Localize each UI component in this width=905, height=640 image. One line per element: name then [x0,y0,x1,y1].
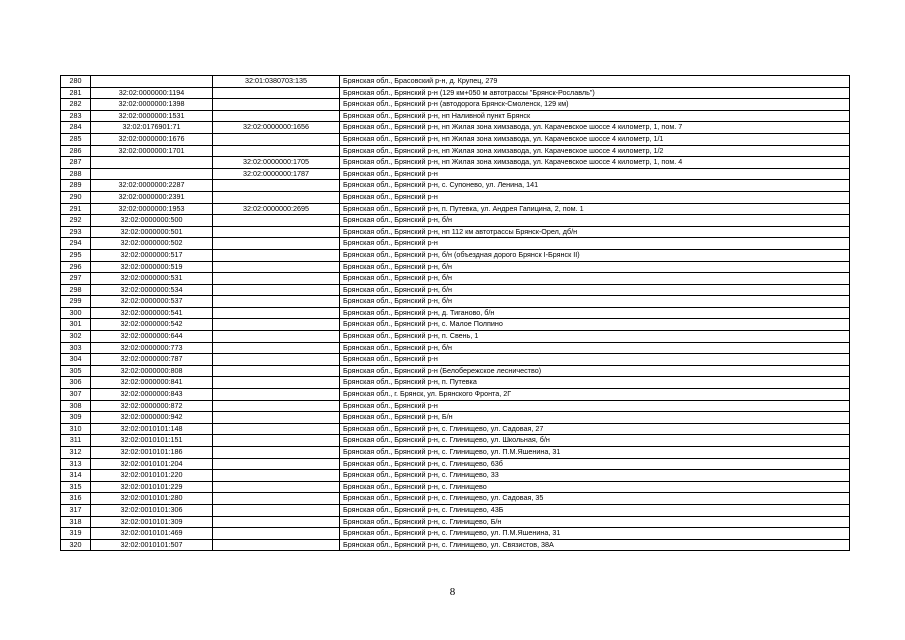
related-cadastral-cell [213,342,340,354]
related-cadastral-cell [213,133,340,145]
table-row [61,481,850,493]
related-cadastral-cell [213,215,340,227]
row-number: 304 [61,354,91,366]
cadastral-number-cell [91,76,213,88]
address-cell: Брянская обл., Брянский р-н, с. Глинищево, ул. Садовая, 35 [340,493,850,505]
address-cell: Брянская обл., Брянский р-н, нп Жилая зона химзавода, ул. Карачевское шоссе 4 километр, 1/1 [340,133,850,145]
row-number: 313 [61,458,91,470]
related-cadastral-cell [213,238,340,250]
table-row [61,342,850,354]
row-number: 298 [61,284,91,296]
address-cell: Брянская обл., Брянский р-н (Белобережское лесничество) [340,365,850,377]
table-row [61,354,850,366]
address-cell: Брянская обл., Брянский р-н [340,191,850,203]
related-cadastral-cell [213,284,340,296]
cadastral-number-cell: 32:02:0000000:537 [91,296,213,308]
cadastral-number-cell: 32:02:0010101:306 [91,504,213,516]
row-number: 289 [61,180,91,192]
table-row [61,400,850,412]
row-number: 281 [61,87,91,99]
row-number: 308 [61,400,91,412]
cadastral-number-cell: 32:02:0000000:872 [91,400,213,412]
cadastral-number-cell: 32:02:0000000:1398 [91,99,213,111]
address-cell: Брянская обл., Брянский р-н, с. Глинищево, 33 [340,470,850,482]
cadastral-number-cell: 32:02:0000000:787 [91,354,213,366]
cadastral-number-cell: 32:02:0000000:1953 [91,203,213,215]
related-cadastral-cell [213,458,340,470]
table-row [61,470,850,482]
related-cadastral-cell [213,470,340,482]
table-row [61,319,850,331]
cadastral-number-cell: 32:02:0000000:843 [91,389,213,401]
address-cell: Брянская обл., Брянский р-н, п. Путевка [340,377,850,389]
table-row [61,296,850,308]
address-cell: Брянская обл., Брасовский р-н, д. Крупец, 279 [340,76,850,88]
address-cell: Брянская обл., Брянский р-н, б/н [340,284,850,296]
address-cell: Брянская обл., Брянский р-н, нп Жилая зона химзавода, ул. Карачевское шоссе 4 километр, 1, пом. 7 [340,122,850,134]
row-number: 291 [61,203,91,215]
cadastral-number-cell: 32:02:0000000:542 [91,319,213,331]
address-cell: Брянская обл., Брянский р-н, б/н [340,273,850,285]
table-row [61,493,850,505]
related-cadastral-cell [213,319,340,331]
address-cell: Брянская обл., Брянский р-н, с. Глинищево, ул. П.М.Яшенина, 31 [340,528,850,540]
cadastral-number-cell: 32:02:0010101:309 [91,516,213,528]
address-cell: Брянская обл., Брянский р-н, п. Свень, 1 [340,331,850,343]
cadastral-number-cell: 32:02:0010101:220 [91,470,213,482]
cadastral-number-cell: 32:02:0000000:531 [91,273,213,285]
address-cell: Брянская обл., Брянский р-н, д. Тиганово, б/н [340,307,850,319]
row-number: 300 [61,307,91,319]
address-cell: Брянская обл., г. Брянск, ул. Брянского Фронта, 2Г [340,389,850,401]
related-cadastral-cell [213,435,340,447]
table-row [61,168,850,180]
table-row [61,331,850,343]
address-cell: Брянская обл., Брянский р-н, нп Жилая зона химзавода, ул. Карачевское шоссе 4 километр, 1, пом. 4 [340,157,850,169]
cadastral-number-cell: 32:02:0000000:500 [91,215,213,227]
address-cell: Брянская обл., Брянский р-н [340,168,850,180]
cadastral-number-cell: 32:02:0000000:808 [91,365,213,377]
cadastral-number-cell: 32:02:0000000:2391 [91,191,213,203]
table-row [61,284,850,296]
related-cadastral-cell [213,377,340,389]
row-number: 285 [61,133,91,145]
address-cell: Брянская обл., Брянский р-н [340,400,850,412]
table-row [61,249,850,261]
address-cell: Брянская обл., Брянский р-н, б/н [340,342,850,354]
related-cadastral-cell [213,528,340,540]
address-cell: Брянская обл., Брянский р-н, с. Глинищево, Б/н [340,516,850,528]
table-row [61,539,850,551]
related-cadastral-cell [213,354,340,366]
row-number: 288 [61,168,91,180]
address-cell: Брянская обл., Брянский р-н, нп Наливной пункт Брянск [340,110,850,122]
table-row [61,447,850,459]
cadastral-number-cell [91,157,213,169]
page-number: 8 [449,586,456,598]
address-cell: Брянская обл., Брянский р-н, с. Глинищево, ул. Школьная, б/н [340,435,850,447]
cadastral-number-cell: 32:02:0000000:517 [91,249,213,261]
address-cell: Брянская обл., Брянский р-н, с. Глинищево, 63б [340,458,850,470]
row-number: 301 [61,319,91,331]
cadastral-number-cell: 32:02:0000000:1676 [91,133,213,145]
address-cell: Брянская обл., Брянский р-н, с. Глинищево, ул. Садовая, 27 [340,423,850,435]
table-row [61,273,850,285]
table-row [61,435,850,447]
row-number: 305 [61,365,91,377]
related-cadastral-cell [213,412,340,424]
address-cell: Брянская обл., Брянский р-н, б/н (объездная дорого Брянск I-Брянск II) [340,249,850,261]
row-number: 316 [61,493,91,505]
cadastral-number-cell: 32:02:0010101:507 [91,539,213,551]
table-row [61,191,850,203]
table-row [61,99,850,111]
address-cell: Брянская обл., Брянский р-н [340,238,850,250]
address-cell: Брянская обл., Брянский р-н [340,354,850,366]
related-cadastral-cell: 32:02:0000000:2695 [213,203,340,215]
cadastral-number-cell: 32:02:0010101:186 [91,447,213,459]
table-row [61,377,850,389]
related-cadastral-cell [213,423,340,435]
address-cell: Брянская обл., Брянский р-н, б/н [340,261,850,273]
related-cadastral-cell [213,365,340,377]
address-cell: Брянская обл., Брянский р-н, с. Супонево, ул. Ленина, 141 [340,180,850,192]
related-cadastral-cell: 32:02:0000000:1656 [213,122,340,134]
row-number: 306 [61,377,91,389]
row-number: 290 [61,191,91,203]
related-cadastral-cell: 32:02:0000000:1705 [213,157,340,169]
row-number: 296 [61,261,91,273]
address-cell: Брянская обл., Брянский р-н, б/н [340,215,850,227]
cadastral-number-cell: 32:02:0000000:519 [91,261,213,273]
row-number: 318 [61,516,91,528]
table-row [61,365,850,377]
row-number: 283 [61,110,91,122]
related-cadastral-cell [213,99,340,111]
address-cell: Брянская обл., Брянский р-н, с. Глинищево [340,481,850,493]
table-row [61,87,850,99]
cadastral-number-cell: 32:02:0010101:148 [91,423,213,435]
related-cadastral-cell [213,493,340,505]
cadastral-number-cell: 32:02:0010101:280 [91,493,213,505]
row-number: 282 [61,99,91,111]
address-cell: Брянская обл., Брянский р-н, п. Путевка, ул. Андрея Гапицина, 2, пом. 1 [340,203,850,215]
related-cadastral-cell [213,261,340,273]
address-cell: Брянская обл., Брянский р-н, б/н [340,296,850,308]
table-row [61,110,850,122]
address-cell: Брянская обл., Брянский р-н, нп Жилая зона химзавода, ул. Карачевское шоссе 4 километр, 1/2 [340,145,850,157]
table-row [61,226,850,238]
address-cell: Брянская обл., Брянский р-н, с. Глинищево, 43Б [340,504,850,516]
row-number: 299 [61,296,91,308]
cadastral-table [60,75,850,551]
row-number: 311 [61,435,91,447]
cadastral-number-cell: 32:02:0000000:773 [91,342,213,354]
table-row [61,504,850,516]
table-row [61,261,850,273]
row-number: 307 [61,389,91,401]
related-cadastral-cell [213,180,340,192]
row-number: 312 [61,447,91,459]
related-cadastral-cell [213,539,340,551]
row-number: 297 [61,273,91,285]
row-number: 295 [61,249,91,261]
address-cell: Брянская обл., Брянский р-н, с. Малое Полпино [340,319,850,331]
row-number: 303 [61,342,91,354]
related-cadastral-cell [213,191,340,203]
related-cadastral-cell [213,504,340,516]
table-row [61,238,850,250]
cadastral-number-cell: 32:02:0010101:204 [91,458,213,470]
related-cadastral-cell [213,273,340,285]
related-cadastral-cell [213,145,340,157]
table-row [61,145,850,157]
cadastral-number-cell: 32:02:0000000:841 [91,377,213,389]
address-cell: Брянская обл., Брянский р-н, Б/н [340,412,850,424]
cadastral-number-cell: 32:02:0010101:151 [91,435,213,447]
row-number: 310 [61,423,91,435]
table-row [61,215,850,227]
related-cadastral-cell [213,87,340,99]
cadastral-number-cell: 32:02:0000000:501 [91,226,213,238]
row-number: 284 [61,122,91,134]
address-cell: Брянская обл., Брянский р-н, нп 112 км автотрассы Брянск-Орел, дб/н [340,226,850,238]
related-cadastral-cell: 32:02:0000000:1787 [213,168,340,180]
related-cadastral-cell [213,226,340,238]
cadastral-number-cell: 32:02:0000000:2287 [91,180,213,192]
related-cadastral-cell [213,307,340,319]
table-row [61,203,850,215]
cadastral-number-cell: 32:02:0000000:942 [91,412,213,424]
table-row [61,412,850,424]
table-row [61,389,850,401]
cadastral-number-cell: 32:02:0000000:1194 [91,87,213,99]
related-cadastral-cell [213,516,340,528]
table-row [61,423,850,435]
related-cadastral-cell: 32:01:0380703:135 [213,76,340,88]
row-number: 315 [61,481,91,493]
cadastral-number-cell: 32:02:0000000:644 [91,331,213,343]
address-cell: Брянская обл., Брянский р-н (129 км+050 м автотрассы "Брянск-Рославль") [340,87,850,99]
cadastral-number-cell: 32:02:0000000:1531 [91,110,213,122]
table-row [61,76,850,88]
cadastral-number-cell: 32:02:0010101:229 [91,481,213,493]
table-row [61,157,850,169]
cadastral-number-cell: 32:02:0000000:541 [91,307,213,319]
address-cell: Брянская обл., Брянский р-н, с. Глинищево, ул. П.М.Яшенина, 31 [340,447,850,459]
related-cadastral-cell [213,400,340,412]
row-number: 317 [61,504,91,516]
row-number: 314 [61,470,91,482]
row-number: 309 [61,412,91,424]
row-number: 292 [61,215,91,227]
row-number: 280 [61,76,91,88]
row-number: 286 [61,145,91,157]
table-row [61,307,850,319]
row-number: 293 [61,226,91,238]
table-row [61,133,850,145]
cadastral-number-cell: 32:02:0000000:534 [91,284,213,296]
table-body [61,76,850,551]
related-cadastral-cell [213,110,340,122]
related-cadastral-cell [213,447,340,459]
row-number: 302 [61,331,91,343]
table-row [61,516,850,528]
cadastral-number-cell: 32:02:0000000:502 [91,238,213,250]
cadastral-number-cell [91,168,213,180]
related-cadastral-cell [213,481,340,493]
table-row [61,180,850,192]
table-row [61,528,850,540]
table-row [61,122,850,134]
cadastral-number-cell: 32:02:0176901:71 [91,122,213,134]
row-number: 287 [61,157,91,169]
address-cell: Брянская обл., Брянский р-н (автодорога Брянск-Смоленск, 129 км) [340,99,850,111]
table-row [61,458,850,470]
cadastral-number-cell: 32:02:0000000:1701 [91,145,213,157]
row-number: 294 [61,238,91,250]
related-cadastral-cell [213,249,340,261]
row-number: 319 [61,528,91,540]
related-cadastral-cell [213,296,340,308]
cadastral-number-cell: 32:02:0010101:469 [91,528,213,540]
related-cadastral-cell [213,389,340,401]
address-cell: Брянская обл., Брянский р-н, с. Глинищево, ул. Связистов, 38А [340,539,850,551]
related-cadastral-cell [213,331,340,343]
row-number: 320 [61,539,91,551]
